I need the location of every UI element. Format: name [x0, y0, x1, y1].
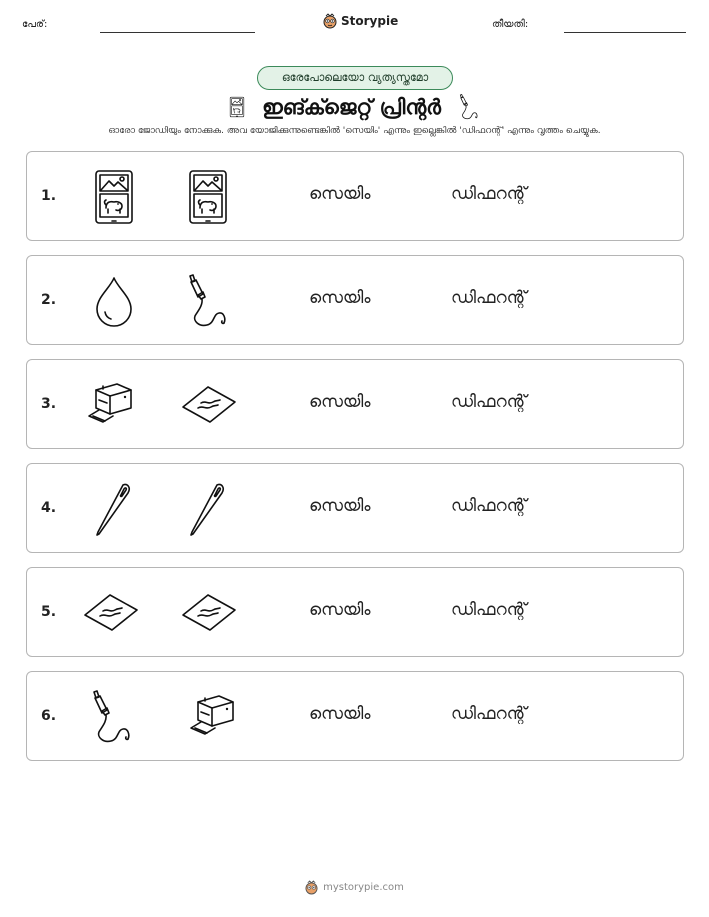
paper-sheet-icon	[179, 376, 237, 434]
worksheet-type-badge	[257, 66, 453, 90]
question-row	[26, 359, 684, 449]
badge-label: ഒരേപോലെയോ വ്യത്യസ്തമോ	[281, 71, 429, 84]
name-field[interactable]	[100, 32, 255, 33]
paper-sheet-icon	[179, 584, 237, 642]
footer	[0, 880, 709, 895]
date-field[interactable]	[564, 32, 686, 33]
date-label: തീയതി:	[492, 19, 529, 30]
question-number: 1.	[41, 188, 57, 204]
brand-name: Storypie	[341, 14, 399, 28]
different-option[interactable]: ഡിഫറന്റ്	[451, 704, 527, 724]
header	[0, 0, 709, 40]
right-picture	[179, 480, 237, 538]
question-row	[26, 151, 684, 241]
paper-sheet-icon	[81, 584, 139, 642]
different-option[interactable]: ഡിഫറന്റ്	[451, 392, 527, 412]
same-option[interactable]: സെയിം	[309, 288, 371, 308]
storypie-mascot-icon	[305, 880, 318, 895]
same-option[interactable]: സെയിം	[309, 496, 371, 516]
left-picture	[81, 584, 139, 642]
different-option[interactable]: ഡിഫറന്റ്	[451, 600, 527, 620]
ink-drop-icon	[85, 272, 143, 330]
right-picture	[179, 168, 237, 226]
question-number: 2.	[41, 292, 57, 308]
cable-plug-icon	[179, 272, 237, 330]
left-picture	[85, 168, 143, 226]
different-option[interactable]: ഡിഫറന്റ്	[451, 496, 527, 516]
right-picture	[179, 272, 237, 330]
different-option[interactable]: ഡിഫറന്റ്	[451, 184, 527, 204]
page-title: ഇങ്ക്ജെറ്റ് പ്രിന്റർ	[262, 94, 441, 119]
same-option[interactable]: സെയിം	[309, 600, 371, 620]
right-picture	[181, 688, 239, 746]
printer-icon	[181, 688, 239, 746]
same-option[interactable]: സെയിം	[309, 704, 371, 724]
same-option[interactable]: സെയിം	[309, 392, 371, 412]
needle-icon	[179, 480, 237, 538]
question-number: 6.	[41, 708, 57, 724]
brand-logo	[323, 13, 398, 29]
footer-site[interactable]: mystorypie.com	[323, 882, 404, 893]
question-number: 5.	[41, 604, 57, 620]
title-bar	[0, 91, 709, 123]
question-number: 4.	[41, 500, 57, 516]
question-row	[26, 255, 684, 345]
photo-print-icon	[226, 93, 248, 121]
name-label: പേര്:	[22, 19, 48, 30]
right-picture	[179, 376, 237, 434]
question-row	[26, 671, 684, 761]
printer-icon	[79, 376, 137, 434]
photo-print-icon	[85, 168, 143, 226]
right-picture	[179, 584, 237, 642]
left-picture	[85, 272, 143, 330]
cable-plug-icon	[455, 93, 483, 121]
left-picture	[85, 480, 143, 538]
storypie-mascot-icon	[323, 13, 337, 29]
cable-plug-icon	[83, 688, 141, 746]
question-number: 3.	[41, 396, 57, 412]
question-row	[26, 567, 684, 657]
needle-icon	[85, 480, 143, 538]
instructions: ഓരോ ജോഡിയും നോക്കുക. അവ യോജിക്കുന്നുണ്ടെങ്കിൽ 'സെയിം' എന്നും ഇല്ലെങ്കിൽ 'ഡിഫറന്റ്' എന്നും വൃത്തം ചെയ്യുക.	[108, 126, 601, 136]
photo-print-icon	[179, 168, 237, 226]
different-option[interactable]: ഡിഫറന്റ്	[451, 288, 527, 308]
same-option[interactable]: സെയിം	[309, 184, 371, 204]
left-picture	[83, 688, 141, 746]
question-row	[26, 463, 684, 553]
left-picture	[79, 376, 137, 434]
